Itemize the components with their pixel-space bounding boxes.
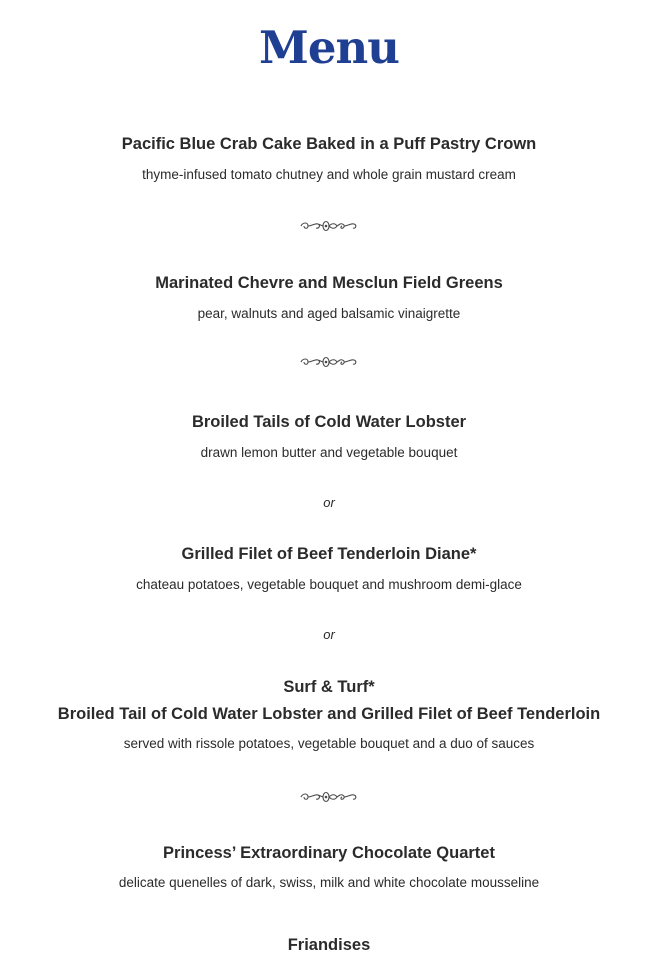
dish-subname: Broiled Tail of Cold Water Lobster and Grilled Filet of Beef Tenderloin: [57, 705, 601, 723]
scroll-ornament-icon: [299, 790, 359, 804]
or-separator: or: [323, 627, 335, 642]
dish-description: chateau potatoes, vegetable bouquet and mushroom demi-glace: [136, 577, 522, 592]
dish-description: pear, walnuts and aged balsamic vinaigrette: [197, 306, 461, 321]
scroll-ornament-icon: [299, 219, 359, 233]
dish-name: Marinated Chevre and Mesclun Field Greens: [155, 274, 503, 292]
page-title: Menu: [259, 21, 399, 74]
or-separator: or: [323, 495, 335, 510]
dish-name: Friandises: [287, 936, 371, 954]
scroll-ornament-icon: [299, 355, 359, 369]
dish-description: delicate quenelles of dark, swiss, milk and white chocolate mousseline: [118, 875, 540, 890]
dish-description: drawn lemon butter and vegetable bouquet: [200, 445, 458, 460]
dish-name: Broiled Tails of Cold Water Lobster: [191, 413, 467, 431]
dish-name: Pacific Blue Crab Cake Baked in a Puff Pastry Crown: [121, 135, 537, 153]
dish-description: served with rissole potatoes, vegetable bouquet and a duo of sauces: [123, 736, 535, 751]
dish-name: Grilled Filet of Beef Tenderloin Diane*: [181, 545, 477, 563]
dish-name: Surf & Turf*: [283, 678, 375, 696]
dish-name: Princess’ Extraordinary Chocolate Quartet: [163, 844, 495, 862]
dish-description: thyme-infused tomato chutney and whole grain mustard cream: [142, 167, 516, 182]
